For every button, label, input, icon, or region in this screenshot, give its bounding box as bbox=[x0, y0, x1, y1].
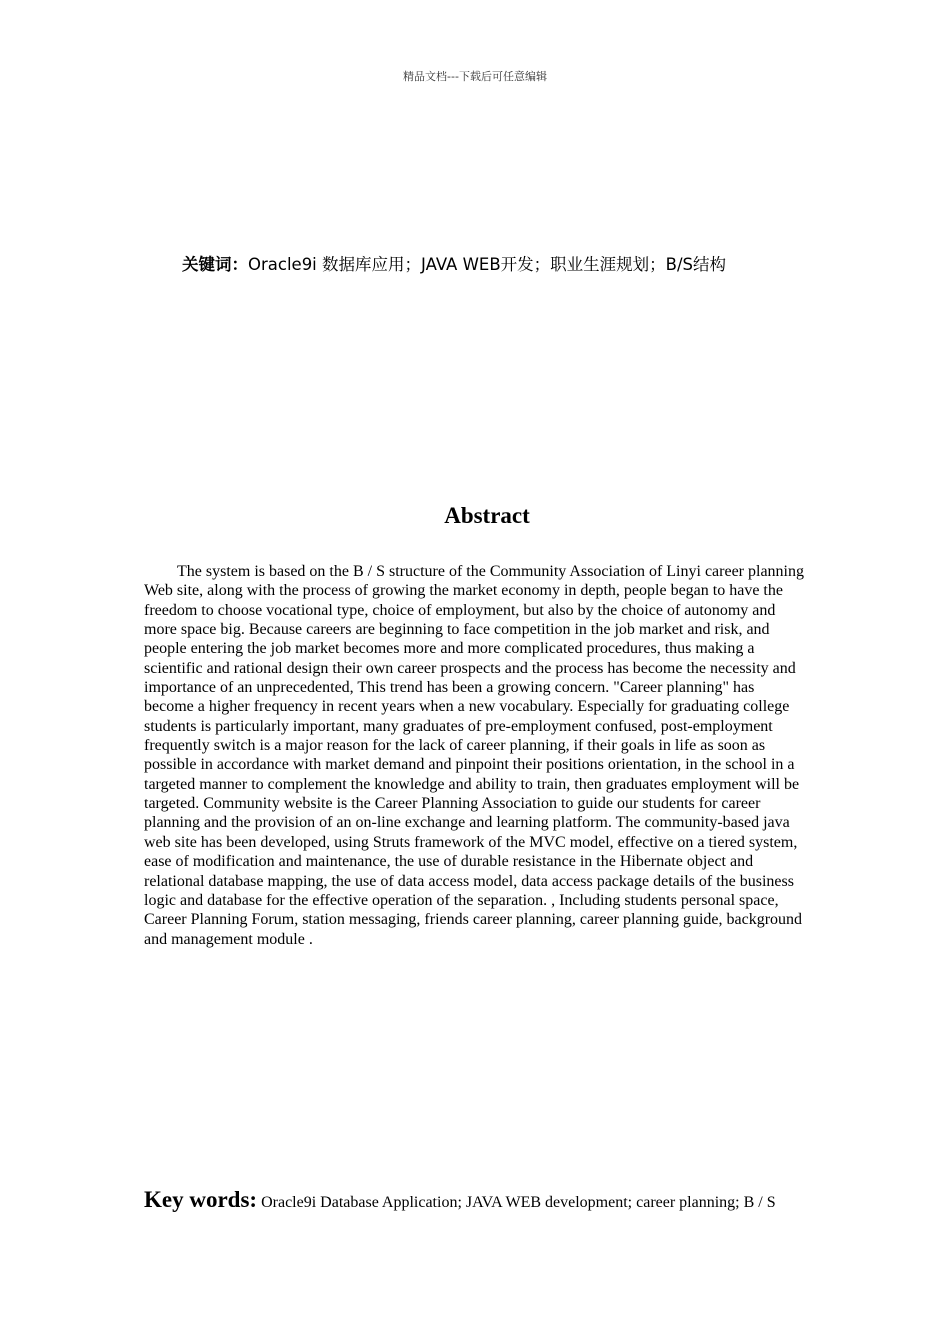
english-keywords-value: Oracle9i Database Application; JAVA WEB development; career planning; B / S bbox=[261, 1194, 776, 1211]
chinese-keywords bbox=[182, 253, 822, 277]
header-note: 精品文档---下载后可任意编辑 bbox=[403, 70, 547, 83]
abstract-title: Abstract bbox=[444, 503, 530, 528]
abstract-body: The system is based on the B / S structure of the Community Association of Linyi career planning Web site, along with the process of growing the market economy in depth, people began to have the freedom to choose vocational type, choice of employment, but also by the choice of autonomy and more space big. Because careers are beginning to face competition in the job market and risk, and people entering the job market becomes more and more complicated procedures, thus making a scientific and rational design their own career prospects and the process has become the necessity and importance of an unprecedented, This trend has been a growing concern. "Career planning" has become a higher frequency in recent years when a new vocabulary. Especially for graduating college students is particularly important, many graduates of pre-employment confused, post-employment frequently switch is a major reason for the lack of career planning, if their goals in life as soon as possible in accordance with market demand and pinpoint their positions orientation, in the school in a targeted manner to complement the knowledge and ability to train, then graduates employment will be targeted. Community website is the Career Planning Association to guide our students for career planning and the provision of an on-line exchange and learning platform. The community-based java web site has been developed, using Struts framework of the MVC model, effective on a tiered system, ease of modification and maintenance, the use of durable resistance in the Hibernate object and relational database mapping, the use of data access model, data access package details of the business logic and database for the effective operation of the separation. , Including students personal space, Career Planning Forum, station messaging, friends career planning, career planning guide, background and management module . bbox=[144, 563, 804, 948]
english-keywords-label: Key words: bbox=[144, 1187, 258, 1212]
chinese-keywords-label: 关键词： bbox=[182, 255, 248, 274]
chinese-keywords-value: Oracle9i 数据库应用；JAVA WEB开发；职业生涯规划；B/S结构 bbox=[248, 255, 727, 274]
english-keywords bbox=[144, 1185, 824, 1218]
